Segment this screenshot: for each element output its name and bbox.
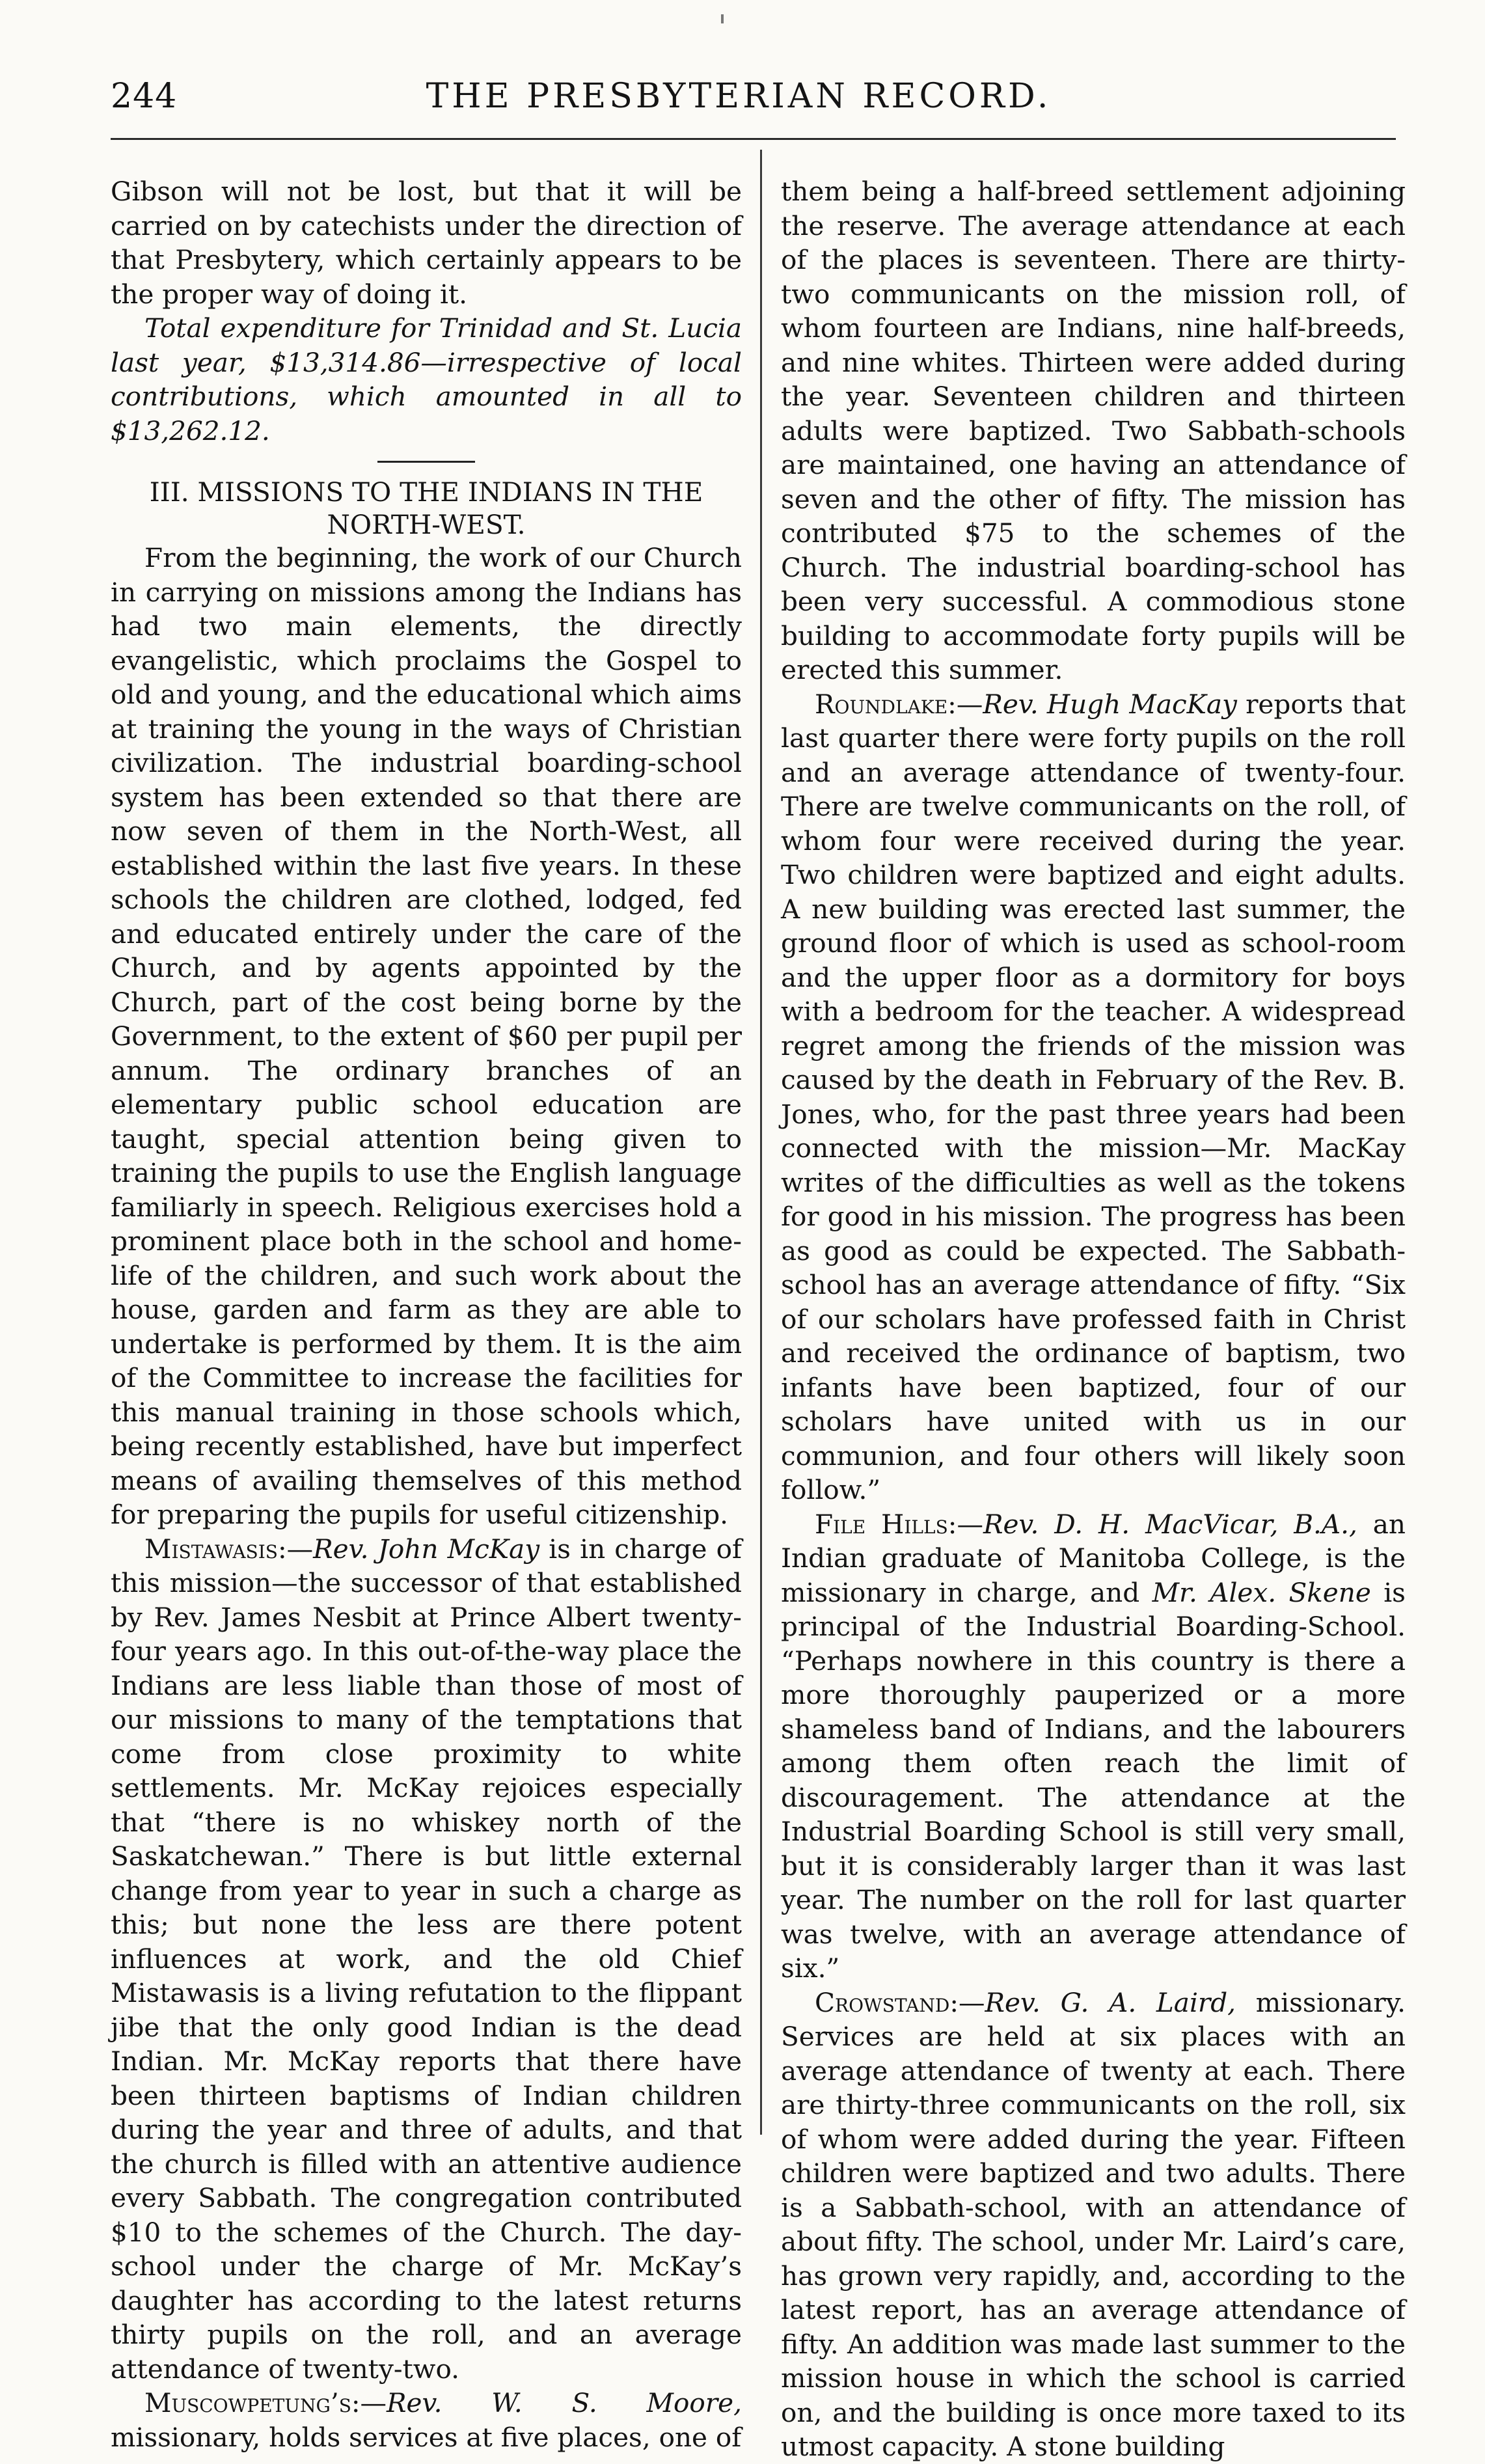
paragraph-gibson: Gibson will not be lost, but that it will be carried on by catechists under the direction of that Presbytery, which certainly appears to be the proper way of doing it. (111, 176, 742, 310)
page-number: 244 (111, 77, 178, 116)
missionary-name: Rev. G. A. Laird, (985, 1986, 1236, 2018)
missionary-name: Rev. W. S. Moore, (387, 2387, 742, 2418)
file-hills-body-2: is principal of the Industrial Boarding-School. “Perhaps nowhere in this country is there a more thoroughly pauperized or a more shameless band of Indians, and the labourers among them often reach the limit of discouragement. The attendance at the Industrial Boarding School is still very small, but it is considerably larger than it was last year. The number on the roll for last quarter was twelve, with an average attendance of six.” (781, 1576, 1406, 1984)
column-divider (760, 150, 762, 2135)
missionary-name: Rev. John McKay (313, 1533, 540, 1565)
journal-title: THE PRESBYTERIAN RECORD. (426, 77, 1052, 116)
paragraph-muscowpetung-continued: them being a half-breed settlement adjoining the reserve. The average attendance at each of the places is seventeen. There are thirty-two communicants on the mission roll, of whom fourteen are Indians, nine half-breeds, and nine whites. Thirteen were added during the year. Seventeen children and thirteen adults were baptized. Two Sabbath-schools are maintained, one having an attendance of seven and the other of fifty. The mission has contributed $75 to the schemes of the Church. The industrial boarding-school has been very successful. A commodious stone building to accommodate forty pupils will be erected this summer. (781, 176, 1406, 685)
principal-name: Mr. Alex. Skene (1152, 1576, 1371, 1608)
muscowpetung-body: missionary, holds services at five places, one of (111, 2421, 742, 2453)
paragraph-roundlake: Roundlake:—Rev. Hugh MacKay reports that last quarter there were forty pupils on the roll and an average attendance of twenty-four. There are twelve communicants on the roll, of whom four were received during the year. Two children were baptized and eight adults. A new building was erected last summer, the ground floor of which is used as school-room and the upper floor as a dormitory for boys with a bedroom for the teacher. A widespread regret among the friends of the mission was caused by the death in February of the Rev. B. Jones, who, for the past three years had been connected with the mission—Mr. MacKay writes of the difficulties as well as the tokens for good in his mission. The progress has been as good as could be expected. The Sabbath-school has an average attendance of fifty. “Six of our scholars have professed faith in Christ and received the ordinance of baptism, two infants have been baptized, four of our scholars have united with us in our communion, and four others will likely soon follow.” (781, 688, 1406, 1505)
mistawasis-body: is in charge of this mission—the successor of that established by Rev. James Nesbit at Prince Albert twenty-four years ago. In this out-of-the-way place the Indians are less liable than those of most of our missions to many of the temptations that come from close proximity to white settlements. Mr. McKay rejoices especially that “there is no whiskey north of the Saskatchewan.” There is but little external change from year to year in such a charge as this; but none the less are there potent influences at work, and the old Chief Mistawasis is a living refutation to the flippant jibe that the only good Indian is the dead Indian. Mr. McKay reports that there have been thirteen baptisms of Indian children during the year and three of adults, and that the church is filled with an attentive audience every Sabbath. The congregation contributed $10 to the schemes of the Church. The day-school under the charge of Mr. McKay’s daughter has according to the latest returns thirty pupils on the roll, and an average attendance of twenty-two. (111, 1533, 742, 2385)
mission-name-file-hills: File Hills (815, 1508, 948, 1540)
page-header (111, 77, 1367, 129)
paragraph-from-the-beginning: From the beginning, the work of our Church in carrying on missions among the Indians has had two main elements, the directly evangelistic, which proclaims the Gospel to old and young, and the educational which aims at training the young in the ways of Christian civilization. The industrial boarding-school system has been extended so that there are now seven of them in the North-West, all established within the last five years. In these schools the children are clothed, lodged, fed and educated entirely under the care of the Church, and by agents appointed by the Church, part of the cost being borne by the Government, to the extent of $60 per pupil per annum. The ordinary branches of an elementary public school education are taught, special attention being given to training the pupils to use the English language familiarly in speech. Religious exercises hold a prominent place both in the school and home-life of the children, and such work about the house, garden and farm as they are able to undertake is performed by them. It is the aim of the Committee to increase the facilities for this manual training in those schools which, being recently established, have but imperfect means of availing themselves of this method for preparing the pupils for useful citizenship. (111, 542, 742, 1530)
paragraph-total-expenditure (111, 311, 742, 448)
section-divider (377, 461, 475, 463)
paragraph-mistawasis: Mistawasis:—Rev. John McKay is in charge of this mission—the successor of that established by Rev. James Nesbit at Prince Albert twenty-four years ago. In this out-of-the-way place the Indians are less liable than those of most of our missions to many of the temptations that come from close proximity to white settlements. Mr. McKay rejoices especially that “there is no whiskey north of the Saskatchewan.” There is but little external change from year to year in such a charge as this; but none the less are there potent influences at work, and the old Chief Mistawasis is a living refutation to the flippant jibe that the only good Indian is the dead Indian. Mr. McKay reports that there have been thirteen baptisms of Indian children during the year and three of adults, and that the church is filled with an attentive audience every Sabbath. The congregation contributed $10 to the schemes of the Church. The day-school under the charge of Mr. McKay’s daughter has according to the latest returns thirty pupils on the roll, and an average attendance of twenty-two. (111, 1533, 742, 2385)
mission-name-crowstand: Crowstand (815, 1986, 950, 2018)
paragraph-crowstand: Crowstand:—Rev. G. A. Laird, missionary. Services are held at six places with an average attendance of twenty at each. There are thirty-three communicants on the roll, six of whom were added during the year. Fifteen children were baptized and two adults. There is a Sabbath-school, with an attendance of about fifty. The school, under Mr. Laird’s care, has grown very rapidly, and, according to the latest report, has an average attendance of fifty. An addition was made last summer to the mission house in which the school is carried on, and the building is once more taxed to its utmost capacity. A stone building (781, 1986, 1406, 2462)
header-rule (111, 138, 1396, 140)
total-expenditure-text: Total expenditure for Trinidad and St. Lucia last year, $13,314.86—irrespective of local contributions, which amounted in all to $13,262.12. (111, 312, 742, 446)
paragraph-muscowpetung: Muscowpetung’s:—Rev. W. S. Moore, missionary, holds services at five places, one of (111, 2387, 742, 2453)
print-speck (721, 14, 724, 23)
mission-name-mistawasis: Mistawasis (144, 1533, 278, 1565)
crowstand-body: missionary. Services are held at six places with an average attendance of twenty at each. There are thirty-three communicants on the roll, six of whom were added during the year. Fifteen children were baptized and two adults. There is a Sabbath-school, with an attendance of about fifty. The school, under Mr. Laird’s care, has grown very rapidly, and, according to the latest report, has an average attendance of fifty. An addition was made last summer to the mission house in which the school is carried on, and the building is once more taxed to its utmost capacity. A stone building (781, 1986, 1406, 2462)
paragraph-file-hills: File Hills:—Rev. D. H. MacVicar, B.A., an Indian graduate of Manitoba College, is the missionary in charge, and Mr. Alex. Skene is principal of the Industrial Boarding-School. “Perhaps nowhere in this country is there a more thoroughly pauperized or a more shameless band of Indians, and the labourers among them often reach the limit of discouragement. The attendance at the Industrial Boarding School is still very small, but it is considerably larger than it was last year. The number on the roll for last quarter was twelve, with an average attendance of six.” (781, 1508, 1406, 1984)
right-column (781, 174, 1406, 2464)
left-column (111, 174, 742, 2454)
missionary-name: Rev. Hugh MacKay (983, 688, 1237, 720)
missionary-name: Rev. D. H. MacVicar, B.A., (983, 1508, 1357, 1540)
mission-name-muscowpetung: Muscowpetung’s (144, 2387, 351, 2418)
section-heading: III. MISSIONS TO THE INDIANS IN THE NORTH-WEST. (149, 476, 703, 540)
mission-name-roundlake: Roundlake (815, 688, 948, 720)
roundlake-body: reports that last quarter there were forty pupils on the roll and an average attendance of twenty-four. There are twelve communicants on the roll, of whom four were received during the year. Two children were baptized and eight adults. A new building was erected last summer, the ground floor of which is used as school-room and the upper floor as a dormitory for boys with a bedroom for the teacher. A widespread regret among the friends of the mission was caused by the death in February of the Rev. B. Jones, who, for the past three years had been connected with the mission—Mr. MacKay writes of the difficulties as well as the tokens for good in his mission. The progress has been as good as could be expected. The Sabbath-school has an average attendance of fifty. “Six of our scholars have professed faith in Christ and received the ordinance of baptism, two infants have been baptized, four of our scholars have united with us in our communion, and four others will likely soon follow.” (781, 688, 1406, 1505)
file-hills-body-1: an Indian graduate of Manitoba College, is the missionary in charge, and (781, 1508, 1406, 1608)
